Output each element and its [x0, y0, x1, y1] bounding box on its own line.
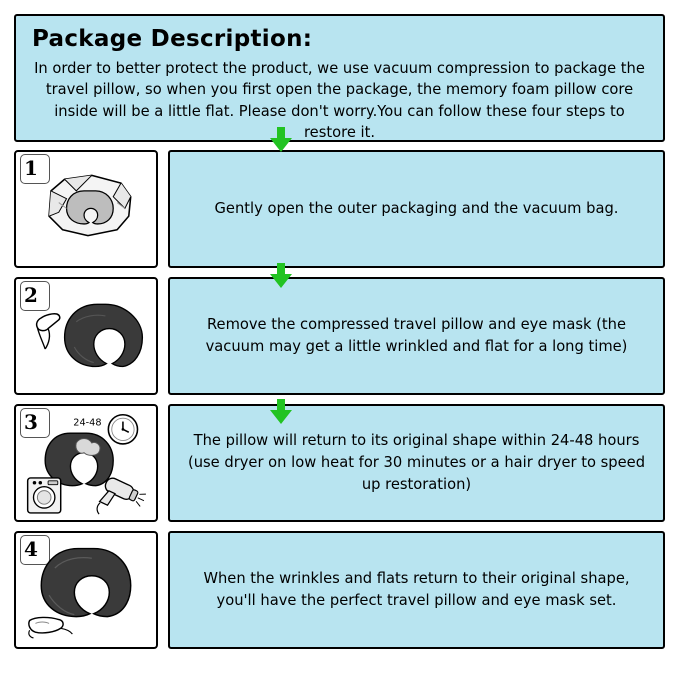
- package-description-text: In order to better protect the product, we use vacuum compression to package the travel pillow, so when you first open the package, the memory foam pillow core inside will be a little flat. Please don't worry.You can follow these four steps to restore it.: [34, 60, 645, 141]
- step-3-icon-box: [14, 404, 158, 522]
- package-description-panel: [14, 14, 665, 142]
- arrow-step-2-to-3: [268, 263, 294, 289]
- arrow-step-1-to-2: [268, 127, 294, 153]
- step-4-number: 4: [24, 537, 38, 561]
- step-4-icon-box: [14, 531, 158, 649]
- step-4-text: When the wrinkles and flats return to their original shape, you'll have the perfect travel pillow and eye mask set.: [203, 569, 630, 609]
- step-2-text-panel: [168, 277, 665, 395]
- step-1-number: 1: [24, 156, 38, 180]
- step-3-text-panel: [168, 404, 665, 522]
- step-1-text-panel: [168, 150, 665, 268]
- step-row: [14, 404, 665, 522]
- steps-list: [14, 150, 665, 649]
- dryer-clock-hairdryer-icon: [16, 406, 156, 517]
- step-4-text-panel: [168, 531, 665, 649]
- step-1-icon-box: [14, 150, 158, 268]
- restored-pillow-eyemask-icon: [16, 533, 156, 644]
- vacuum-bag-icon: [16, 152, 156, 263]
- step-row: [14, 277, 665, 395]
- step-2-icon-box: [14, 277, 158, 395]
- pillow-and-eyemask-icon: [16, 279, 156, 390]
- step-3-text: The pillow will return to its original shape within 24-48 hours (use dryer on low heat for 30 minutes or a hair dryer to speed up restoration): [187, 431, 646, 494]
- step-2-number: 2: [24, 283, 38, 307]
- step-row: [14, 531, 665, 649]
- page-title: Package Description:: [32, 26, 313, 52]
- step-row: [14, 150, 665, 268]
- step-3-number: 3: [24, 410, 38, 434]
- clock-hours-label: 24-48: [73, 417, 102, 429]
- step-2-text: Remove the compressed travel pillow and eye mask (the vacuum may get a little wrinkled and flat for a long time): [205, 315, 628, 355]
- step-1-text: Gently open the outer packaging and the vacuum bag.: [214, 199, 619, 217]
- arrow-step-3-to-4: [268, 399, 294, 425]
